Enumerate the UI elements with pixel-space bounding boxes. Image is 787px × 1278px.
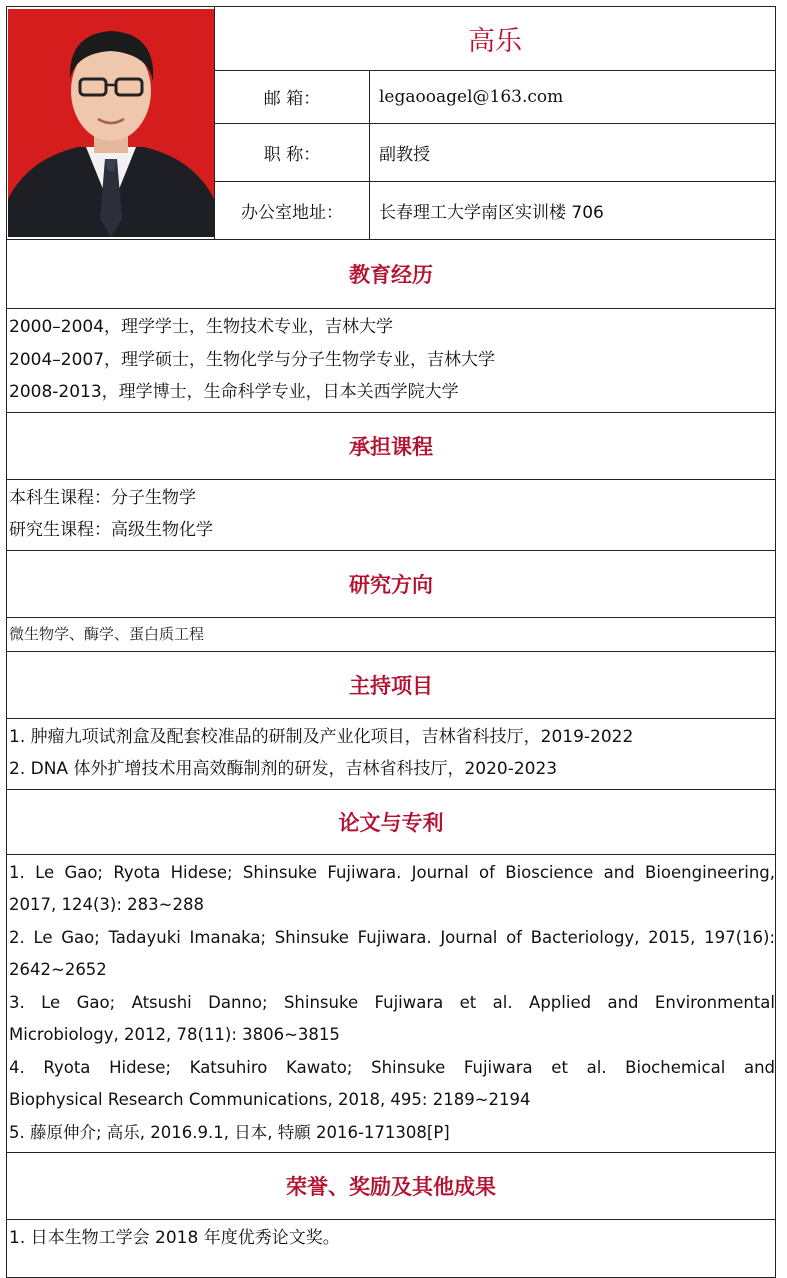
paper-line: Biophysical Research Communications, 2018, 495: 2189~2194 xyxy=(9,1090,531,1109)
paper-line: 4. Ryota Hidese; Katsuhiro Kawato; Shinsuke Fujiwara et al. Biochemical and xyxy=(9,1057,775,1077)
courses-body xyxy=(7,479,776,550)
profile-sheet xyxy=(6,6,776,1278)
profile-table xyxy=(6,6,776,1278)
list-item: 2008-2013，理学博士，生命科学专业，日本关西学院大学 xyxy=(9,382,459,402)
projects-heading: 主持项目 xyxy=(7,651,776,718)
list-item: 1. 日本生物工学会 2018 年度优秀论文奖。 xyxy=(9,1228,340,1248)
list-item: 2. DNA 体外扩增技术用高效酶制剂的研发，吉林省科技厅，2020-2023 xyxy=(9,759,558,779)
papers-body xyxy=(7,854,776,1153)
research-body xyxy=(7,617,776,651)
paper-line: 2. Le Gao; Tadayuki Imanaka; Shinsuke Fujiwara. Journal of Bacteriology, 2015, 197(16): xyxy=(9,927,775,947)
office-value: 长春理工大学南区实训楼 706 xyxy=(370,182,776,240)
portrait-image xyxy=(8,9,214,237)
email-value[interactable]: legaooagel@163.com xyxy=(370,70,776,123)
education-body xyxy=(7,309,776,413)
list-item: 微生物学、酶学、蛋白质工程 xyxy=(9,624,205,643)
research-heading: 研究方向 xyxy=(7,550,776,617)
list-item: 2004–2007，理学硕士，生物化学与分子生物学专业，吉林大学 xyxy=(9,349,496,370)
email-label: 邮 箱： xyxy=(215,70,370,123)
list-item: 1. 肿瘤九项试剂盒及配套校准品的研制及产业化项目，吉林省科技厅，2019-2022 xyxy=(9,726,634,747)
paper-line: 1. Le Gao; Ryota Hidese; Shinsuke Fujiwara. Journal of Bioscience and Bioengineering, xyxy=(9,862,775,882)
papers-heading: 论文与专利 xyxy=(7,789,776,854)
courses-heading: 承担课程 xyxy=(7,412,776,479)
title-value: 副教授 xyxy=(370,123,776,182)
paper-line: 2642~2652 xyxy=(9,960,107,979)
photo-cell xyxy=(7,7,215,240)
honors-body xyxy=(7,1220,776,1278)
list-item: 本科生课程：分子生物学 xyxy=(9,487,196,508)
list-item: 研究生课程：高级生物化学 xyxy=(9,520,213,540)
person-name: 高乐 xyxy=(215,7,776,71)
office-label: 办公室地址： xyxy=(215,182,370,240)
paper-line: 2017, 124(3): 283~288 xyxy=(9,895,204,914)
profile-photo xyxy=(8,9,214,237)
education-heading: 教育经历 xyxy=(7,240,776,309)
list-item: 2000–2004，理学学士，生物技术专业，吉林大学 xyxy=(9,317,394,337)
paper-line: 3. Le Gao; Atsushi Danno; Shinsuke Fujiwara et al. Applied and Environmental xyxy=(9,992,775,1012)
paper-line: Microbiology, 2012, 78(11): 3806~3815 xyxy=(9,1025,340,1044)
honors-heading: 荣誉、奖励及其他成果 xyxy=(7,1153,776,1220)
paper-line: 5. 藤原伸介; 高乐, 2016.9.1, 日本, 特願 2016-171308[P] xyxy=(9,1122,450,1142)
projects-body xyxy=(7,718,776,789)
title-label: 职 称： xyxy=(215,123,370,182)
